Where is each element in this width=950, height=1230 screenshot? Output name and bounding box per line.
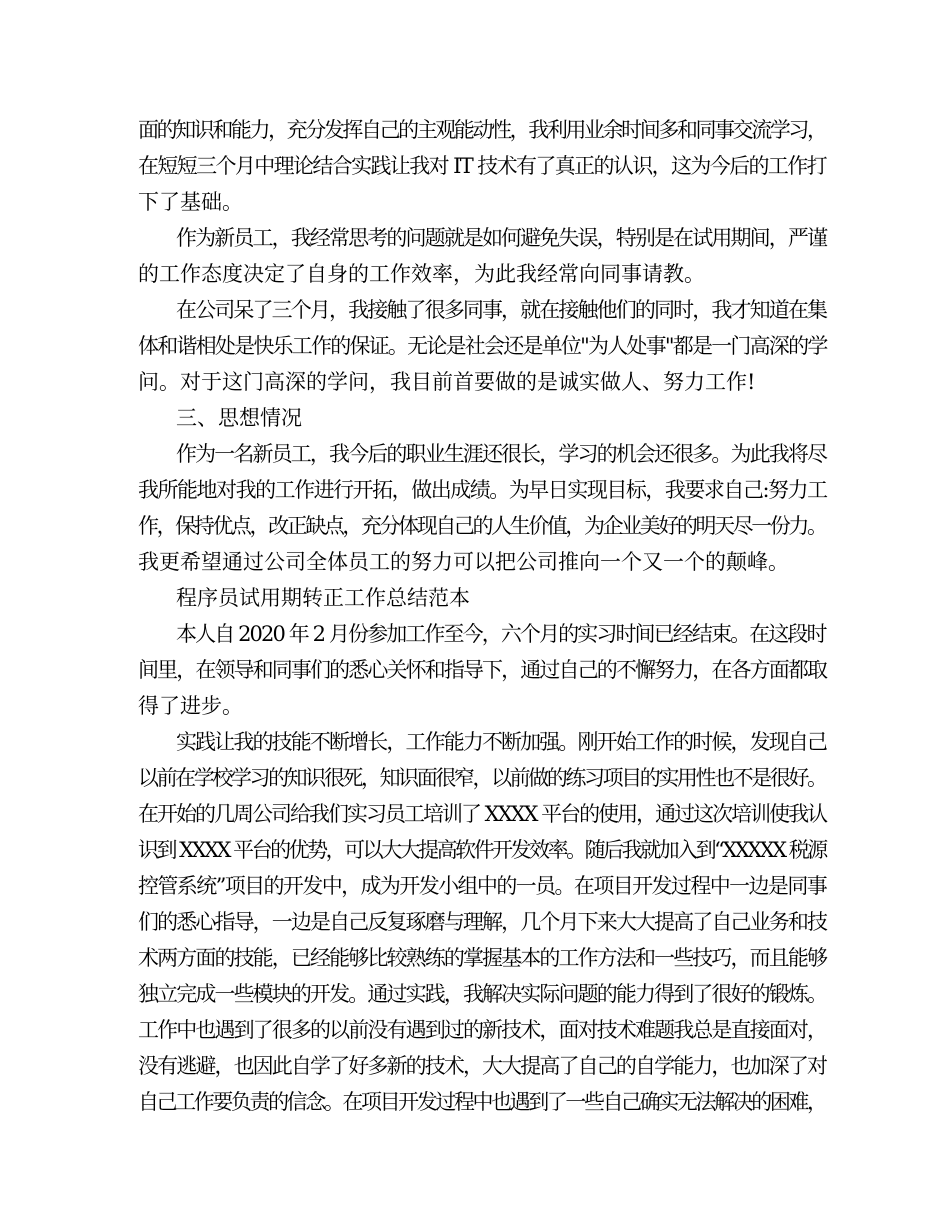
document-title: 程序员试用期转正工作总结范本 <box>176 586 470 610</box>
text-line: 工作中也遇到了很多的以前没有遇到过的新技术，面对技术难题我总是直接面对， <box>138 1018 827 1042</box>
text-line: 们的悉心指导，一边是自己反复琢磨与理解，几个月下来大大提高了自己业务和技 <box>138 910 827 934</box>
text-line: 控管系统”项目的开发中，成为开发小组中的一员。在项目开发过程中一边是同事 <box>138 874 827 898</box>
text-line: 面的知识和能力，充分发挥自己的主观能动性，我利用业余时间多和同事交流学习， <box>138 118 826 142</box>
text-line: 没有逃避，也因此自学了好多新的技术，大大提高了自己的自学能力，也加深了对 <box>138 1054 827 1078</box>
document-body <box>138 112 828 1120</box>
text-line: 以前在学校学习的知识很死，知识面很窄，以前做的练习项目的实用性也不是很好。 <box>138 766 826 790</box>
text-line: 我更希望通过公司全体员工的努力可以把公司推向一个又一个的颠峰。 <box>138 550 789 574</box>
text-line: 独立完成一些模块的开发。通过实践，我解决实际问题的能力得到了很好的锻炼。 <box>138 982 827 1006</box>
text-line: 识到 XXXX 平台的优势，可以大大提高软件开发效率。随后我就加入到“XXXXX 税源 <box>138 838 826 862</box>
text-line: 问。对于这门高深的学问，我目前首要做的是诚实做人、努力工作! <box>138 370 756 394</box>
text-line: 的工作态度决定了自身的工作效率，为此我经常向同事请教。 <box>138 262 705 286</box>
text-line: 作，保持优点，改正缺点，充分体现自己的人生价值，为企业美好的明天尽一份力。 <box>138 514 826 538</box>
section-heading: 三、思想情况 <box>176 406 302 430</box>
text-line: 自己工作要负责的信念。在项目开发过程中也遇到了一些自己确实无法解决的困难， <box>138 1090 826 1114</box>
text-line: 得了进步。 <box>138 694 243 718</box>
text-line: 在开始的几周公司给我们实习员工培训了 XXXX 平台的使用，通过这次培训使我认 <box>138 802 827 826</box>
text-line: 我所能地对我的工作进行开拓，做出成绩。为早日实现目标，我要求自己:努力工 <box>138 478 827 502</box>
paragraph-start-line: 在公司呆了三个月，我接触了很多同事，就在接触他们的同时，我才知道在集 <box>176 298 827 322</box>
paragraph-start-line: 作为一名新员工，我今后的职业生涯还很长，学习的机会还很多。为此我将尽 <box>176 442 827 466</box>
paragraph-start-line: 实践让我的技能不断增长，工作能力不断加强。刚开始工作的时候，发现自己 <box>176 730 827 754</box>
paragraph-start-line: 本人自 2020 年 2 月份参加工作至今，六个月的实习时间已经结束。在这段时 <box>176 622 826 646</box>
text-line: 体和谐相处是快乐工作的保证。无论是社会还是单位"为人处事"都是一门高深的学 <box>138 334 827 358</box>
text-line: 术两方面的技能，已经能够比较熟练的掌握基本的工作方法和一些技巧，而且能够 <box>138 946 827 970</box>
paragraph-start-line: 作为新员工，我经常思考的问题就是如何避免失误，特别是在试用期间，严谨 <box>176 226 827 250</box>
text-line: 间里，在领导和同事们的悉心关怀和指导下，通过自己的不懈努力，在各方面都取 <box>138 658 827 682</box>
text-line: 在短短三个月中理论结合实践让我对 IT 技术有了真正的认识，这为今后的工作打 <box>138 154 827 178</box>
text-line: 下了基础。 <box>138 190 243 214</box>
